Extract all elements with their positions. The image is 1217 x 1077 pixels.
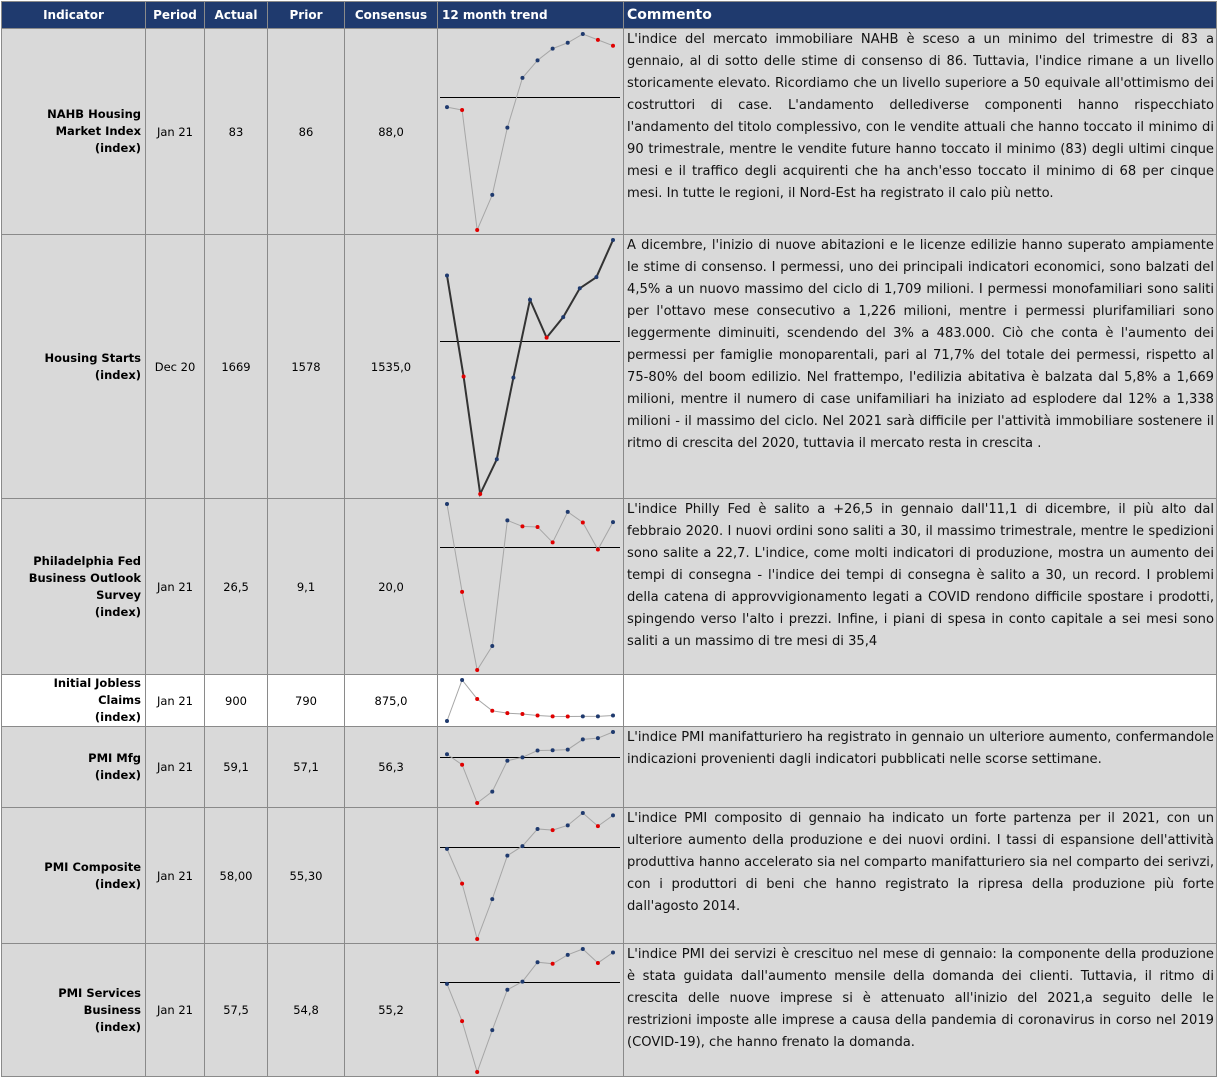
- sparkline-point: [505, 987, 509, 991]
- sparkline-point: [460, 881, 464, 885]
- sparkline-point: [551, 714, 555, 718]
- sparkline-point: [460, 1019, 464, 1023]
- indicator-line: Claims: [98, 693, 141, 707]
- sparkline-point: [505, 518, 509, 522]
- header-actual[interactable]: Actual: [205, 2, 268, 29]
- actual-cell: 900: [205, 675, 268, 727]
- sparkline-point: [581, 714, 585, 718]
- consensus-cell: [345, 808, 438, 944]
- sparkline-point: [611, 238, 615, 242]
- sparkline-point: [520, 979, 524, 983]
- period-cell: Dec 20: [146, 235, 205, 499]
- sparkline-point: [490, 789, 494, 793]
- sparkline-path: [447, 240, 613, 494]
- sparkline-point: [528, 297, 532, 301]
- indicator-name: [2, 675, 146, 727]
- indicator-name: [2, 808, 146, 944]
- prior-cell: 9,1: [268, 499, 345, 675]
- sparkline-point: [475, 937, 479, 941]
- header-period[interactable]: Period: [146, 2, 205, 29]
- sparkline-point: [490, 1028, 494, 1032]
- sparkline-point: [445, 719, 449, 723]
- indicators-table: [1, 1, 1217, 1077]
- sparkline-point: [581, 811, 585, 815]
- sparkline-point: [581, 520, 585, 524]
- indicator-name: [2, 727, 146, 808]
- header-consensus[interactable]: Consensus: [345, 2, 438, 29]
- period-cell: Jan 21: [146, 29, 205, 235]
- header-prior[interactable]: Prior: [268, 2, 345, 29]
- table-row: [2, 727, 1217, 808]
- period-cell: Jan 21: [146, 808, 205, 944]
- sparkline-point: [611, 520, 615, 524]
- header-row: [2, 2, 1217, 29]
- sparkline-point: [478, 492, 482, 496]
- trend-sparkline: [438, 499, 624, 675]
- indicator-name: [2, 235, 146, 499]
- comment-cell: [624, 675, 1217, 727]
- actual-cell: 83: [205, 29, 268, 235]
- sparkline-point: [460, 762, 464, 766]
- indicator-name: [2, 499, 146, 675]
- sparkline-point: [578, 286, 582, 290]
- sparkline-point: [520, 712, 524, 716]
- indicator-name: [2, 944, 146, 1077]
- sparkline-path: [447, 504, 613, 670]
- consensus-cell: 56,3: [345, 727, 438, 808]
- header-indicator[interactable]: Indicator: [2, 2, 146, 29]
- sparkline-point: [611, 813, 615, 817]
- sparkline-point: [460, 589, 464, 593]
- sparkline-point: [611, 950, 615, 954]
- period-cell: Jan 21: [146, 499, 205, 675]
- sparkline-point: [475, 228, 479, 232]
- sparkline-point: [566, 714, 570, 718]
- sparkline-point: [505, 711, 509, 715]
- sparkline-point: [551, 540, 555, 544]
- sparkline-point: [460, 108, 464, 112]
- sparkline-point: [581, 947, 585, 951]
- sparkline-point: [596, 547, 600, 551]
- sparkline-point: [520, 844, 524, 848]
- sparkline-point: [490, 192, 494, 196]
- prior-cell: 86: [268, 29, 345, 235]
- sparkline-point: [566, 747, 570, 751]
- sparkline-point: [581, 32, 585, 36]
- indicator-line: (index): [94, 141, 141, 155]
- consensus-cell: 875,0: [345, 675, 438, 727]
- sparkline-point: [520, 75, 524, 79]
- sparkline-point: [551, 961, 555, 965]
- sparkline-point: [490, 709, 494, 713]
- actual-cell: 1669: [205, 235, 268, 499]
- prior-cell: 55,30: [268, 808, 345, 944]
- sparkline-point: [445, 105, 449, 109]
- comment-cell: L'indice PMI composito di gennaio ha indicato un forte partenza per il 2021, con un ulteriore aumento della produzione e dei nuovi ordini. I tassi di espansione dell'attività produttiva hanno accelerato sia nel comparto manifatturiero sia nel comparto dei serivzi, con i produttori di beni che hanno registrato la ripresa della produzione più forte dall'agosto 2014.: [624, 808, 1217, 944]
- sparkline-point: [551, 828, 555, 832]
- sparkline-point: [445, 752, 449, 756]
- consensus-cell: 88,0: [345, 29, 438, 235]
- sparkline-svg: [438, 30, 622, 234]
- sparkline-point: [536, 524, 540, 528]
- indicator-line: (index): [94, 604, 141, 619]
- table-row: [2, 808, 1217, 944]
- sparkline-point: [545, 335, 549, 339]
- sparkline-point: [536, 58, 540, 62]
- sparkline-point: [566, 823, 570, 827]
- indicator-line: (index): [94, 710, 141, 724]
- sparkline-point: [596, 960, 600, 964]
- comment-cell: L'indice PMI dei servizi è crescituo nel mese di gennaio: la componente della produzione è stata guidata dall'aumento mensile della domanda dei clienti. Tuttavia, il ritmo di crescita delle nuove imprese si è attenuato all'inizio del 2021,a seguito delle le restrizioni imposte alle imprese a causa della pandemia di coronavirus in corso nel 2019 (COVID-19), che hanno frenato la domanda.: [624, 944, 1217, 1077]
- sparkline-point: [611, 43, 615, 47]
- sparkline-point: [462, 374, 466, 378]
- period-cell: Jan 21: [146, 944, 205, 1077]
- sparkline-point: [594, 275, 598, 279]
- indicator-line: Housing Starts: [44, 350, 141, 365]
- sparkline-path: [447, 949, 613, 1072]
- table-row: [2, 499, 1217, 675]
- sparkline-point: [445, 846, 449, 850]
- comment-cell: L'indice Philly Fed è salito a +26,5 in gennaio dall'11,1 di dicembre, il più alto dal febbraio 2020. I nuovi ordini sono saliti a 30, il massimo trimestrale, mentre le spedizioni sono salite a 22,7. L'indice, come molti indicatori di produzione, mostra un aumento dei tempi di consegna - l'indice dei tempi di consegna è salito a 30, un record. I problemi della catena di approvvigionamento legati a COVID rendono difficile spostare i prodotti, spingendo verso l'alto i prezzi. Infine, i piani di spesa in conto capitale a sei mesi sono saliti a un massimo di tre mesi di 35,4: [624, 499, 1217, 675]
- sparkline-point: [551, 748, 555, 752]
- sparkline-point: [596, 824, 600, 828]
- sparkline-path: [447, 34, 613, 230]
- trend-sparkline: [438, 944, 624, 1077]
- sparkline-point: [566, 509, 570, 513]
- indicator-line: (index): [94, 367, 141, 382]
- sparkline-point: [475, 697, 479, 701]
- indicator-name: [2, 29, 146, 235]
- sparkline-point: [520, 524, 524, 528]
- header-comment[interactable]: Commento: [624, 2, 1217, 29]
- indicator-line: (index): [94, 876, 141, 891]
- sparkline-point: [551, 46, 555, 50]
- actual-cell: 59,1: [205, 727, 268, 808]
- sparkline-svg: [438, 236, 622, 498]
- actual-cell: 58,00: [205, 808, 268, 944]
- indicator-line: Survey: [96, 587, 141, 602]
- indicator-line: Market Index: [55, 124, 141, 138]
- trend-sparkline: [438, 675, 624, 727]
- sparkline-point: [475, 1070, 479, 1074]
- table-row: [2, 675, 1217, 727]
- prior-cell: 57,1: [268, 727, 345, 808]
- period-cell: Jan 21: [146, 675, 205, 727]
- sparkline-point: [460, 678, 464, 682]
- sparkline-point: [536, 714, 540, 718]
- sparkline-point: [490, 897, 494, 901]
- sparkline-path: [447, 732, 613, 803]
- actual-cell: 26,5: [205, 499, 268, 675]
- sparkline-point: [505, 125, 509, 129]
- sparkline-svg: [438, 945, 622, 1076]
- sparkline-point: [561, 315, 565, 319]
- sparkline-point: [490, 643, 494, 647]
- prior-cell: 1578: [268, 235, 345, 499]
- sparkline-point: [520, 755, 524, 759]
- sparkline-point: [536, 826, 540, 830]
- sparkline-point: [495, 457, 499, 461]
- sparkline-point: [596, 736, 600, 740]
- sparkline-point: [505, 758, 509, 762]
- sparkline-point: [475, 801, 479, 805]
- sparkline-path: [447, 813, 613, 939]
- trend-sparkline: [438, 235, 624, 499]
- indicator-line: PMI Services Business: [58, 985, 141, 1017]
- sparkline-point: [611, 730, 615, 734]
- sparkline-point: [536, 748, 540, 752]
- actual-cell: 57,5: [205, 944, 268, 1077]
- sparkline-point: [566, 952, 570, 956]
- indicator-line: (index): [94, 768, 141, 782]
- indicator-line: NAHB Housing: [47, 107, 141, 121]
- indicator-line: PMI Composite: [44, 859, 141, 874]
- sparkline-point: [596, 37, 600, 41]
- sparkline-point: [536, 960, 540, 964]
- sparkline-svg: [438, 728, 622, 807]
- sparkline-point: [511, 375, 515, 379]
- period-cell: Jan 21: [146, 727, 205, 808]
- table-row: [2, 29, 1217, 235]
- trend-sparkline: [438, 727, 624, 808]
- sparkline-point: [581, 737, 585, 741]
- indicator-line: Initial Jobless: [53, 676, 141, 690]
- consensus-cell: 55,2: [345, 944, 438, 1077]
- comment-cell: L'indice PMI manifatturiero ha registrato in gennaio un ulteriore aumento, confermandole indicazioni provenienti dagli indicatori pubblicati nelle scorse settimane.: [624, 727, 1217, 808]
- consensus-cell: 1535,0: [345, 235, 438, 499]
- indicator-line: Philadelphia Fed: [33, 553, 141, 568]
- sparkline-point: [445, 981, 449, 985]
- sparkline-path: [447, 680, 613, 721]
- sparkline-svg: [438, 676, 622, 725]
- sparkline-point: [475, 668, 479, 672]
- prior-cell: 54,8: [268, 944, 345, 1077]
- sparkline-point: [445, 502, 449, 506]
- trend-sparkline: [438, 808, 624, 944]
- sparkline-svg: [438, 500, 622, 674]
- indicator-line: (index): [94, 1019, 141, 1034]
- sparkline-point: [505, 853, 509, 857]
- sparkline-point: [596, 714, 600, 718]
- indicator-line: PMI Mfg: [88, 751, 141, 765]
- sparkline-point: [611, 714, 615, 718]
- consensus-cell: 20,0: [345, 499, 438, 675]
- header-trend[interactable]: 12 month trend: [438, 2, 624, 29]
- sparkline-point: [445, 273, 449, 277]
- trend-sparkline: [438, 29, 624, 235]
- table-row: [2, 944, 1217, 1077]
- table-row: [2, 235, 1217, 499]
- comment-cell: A dicembre, l'inizio di nuove abitazioni e le licenze edilizie hanno superato ampiamente le stime di consenso. I permessi, uno dei principali indicatori economici, sono balzati del 4,5% a un nuovo massimo del ciclo di 1,709 milioni. I permessi monofamiliari sono saliti per l'ottavo mese consecutivo a 1,226 milioni, mentre i permessi plurifamiliari sono leggermente diminuiti, scendendo del 3% a 483.000. Ciò che conta è l'aumento dei permessi per famiglie monoparentali, pari al 71,7% del totale dei permessi, rispetto al 75-80% del boom edilizio. Nel frattempo, l'edilizia abitativa è balzata dal 5,8% a 1,669 milioni, mentre il numero di case unifamiliari ha iniziato ad esplodere dal 12% a 1,338 milioni - il massimo del ciclo. Nel 2021 sarà difficile per l'attività immobiliare sostenere il ritmo di crescita del 2020, tuttavia il mercato resta in crescita .: [624, 235, 1217, 499]
- sparkline-point: [566, 40, 570, 44]
- sparkline-svg: [438, 809, 622, 943]
- indicator-line: Business Outlook: [28, 570, 141, 585]
- prior-cell: 790: [268, 675, 345, 727]
- comment-cell: L'indice del mercato immobiliare NAHB è sceso a un minimo del trimestre di 83 a gennaio, al di sotto delle stime di consenso di 86. Tuttavia, l'indice rimane a un livello storicamente elevato. Ricordiamo che un livello superiore a 50 equivale all'ottimismo dei costruttori di case. L'andamento dellediverse componenti hanno rispecchiato l'andamento del titolo complessivo, con le vendite attuali che hanno toccato il minimo di 90 trimestrale, mentre le vendite future hanno toccato il minimo (83) degli ultimi cinque mesi e il traffico degli acquirenti che ha anch'esso toccato il minimo di 68 per cinque mesi. In tutte le regioni, il Nord-Est ha registrato il calo più netto.: [624, 29, 1217, 235]
